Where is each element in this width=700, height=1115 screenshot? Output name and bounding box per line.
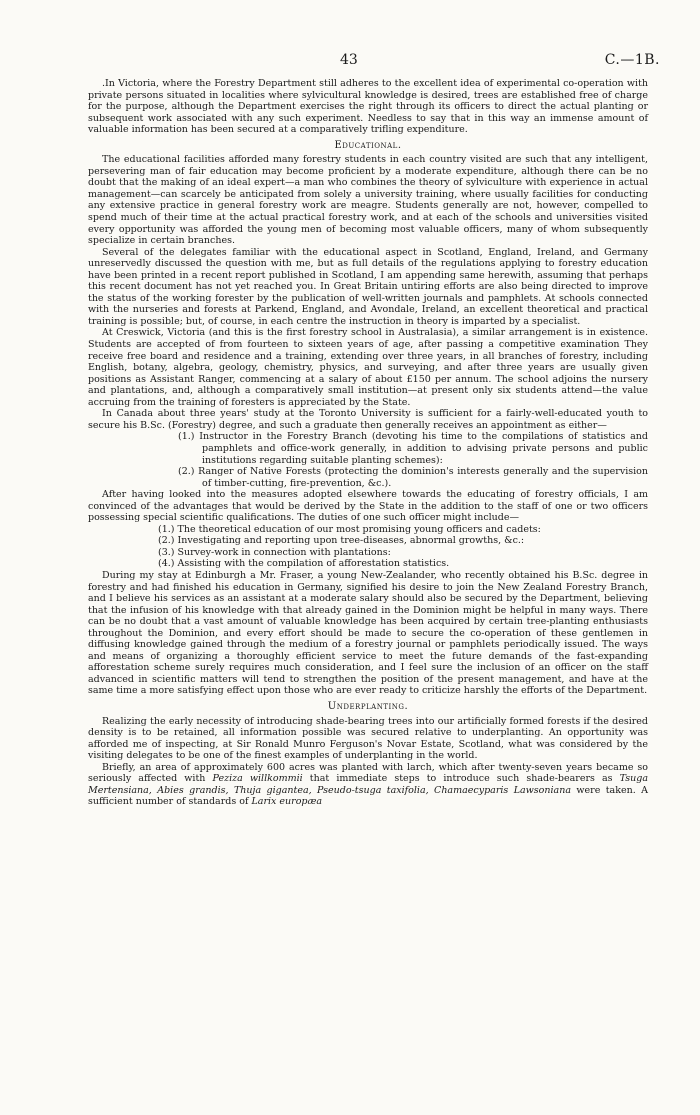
educational-paragraph-2: Several of the delegates familiar with the educational aspect in Scotland, England, Ireland, and Germany unreservedly discussed the question with me, but as full details of the regulations applying to forestry education have been printed in a recent report published in Scotland, I am appending same herewith, assuming that perhaps this recent document has not yet reached you. In Great Britain untiring efforts are also being directed to improve the status of the working forester by the publication of well-written journals and pamphlets. At schools connected with the nurseries and forests at Parkend, England, and Avondale, Ireland, an excellent theoretical and practical training is possible; but, of course, in each centre the instruction in theory is imparted by a specialist. (88, 246, 648, 327)
text-run: that immediate steps to introduce such shade-bearers as (302, 773, 620, 785)
intro-paragraph: .In Victoria, where the Forestry Department still adheres to the excellent idea of experimental co-operation with private persons situated in localities where sylvicultural knowledge is desired, trees are established free of charge for the purpose, although the Department exercises the right through its officers to direct the actual planting or subsequent work associated with any such experiment. Needless to say that in this way an immense amount of valuable information has been secured at a comparatively trifling expenditure. (88, 78, 648, 136)
appointment-item-2: (2.) Ranger of Native Forests (protecting the dominion's interests generally and the supervision of timber-cutting, fire-prevention, &c.). (178, 466, 648, 489)
educational-paragraph-4: In Canada about three years' study at the Toronto University is sufficient for a fairly-well-educated youth to secure his B.Sc. (Forestry) degree, and such a graduate then generally receives an appointment as either— (88, 408, 648, 431)
document-reference: C.—1B. (604, 52, 660, 68)
text-run: were taken. A sufficient number of standards of (88, 784, 648, 808)
underplanting-paragraph-1: Realizing the early necessity of introducing shade-bearing trees into our artificially formed forests if the desired density is to be retained, all information possible was secured relative to underplanting. An opportunity was afforded me of inspecting, at Sir Ronald Munro Ferguson's Novar Estate, Scotland, what was considered by the visiting delegates to be one of the finest examples of underplanting in the world. (88, 715, 648, 762)
appointment-item-1: (1.) Instructor in the Forestry Branch (devoting his time to the compilations of statistics and pamphlets and office-work generally, in addition to advising private persons and public institutions regarding suitable planting schemes): (178, 431, 648, 466)
educational-paragraph-5: After having looked into the measures adopted elsewhere towards the educating of forestry officials, I am convinced of the advantages that would be derived by the State in the addition to the staff of one or two officers possessing special scientific qualifications. The duties of one such officer might include— (88, 489, 648, 524)
species-list: Tsuga Mertensiana, Abies grandis, Thuja gigantea, Pseudo-tsuga taxifolia, Chamaecyparis Lawsoniana (88, 773, 648, 796)
species-name: Larix europæa (251, 796, 323, 808)
species-name: Peziza willkommii (212, 773, 303, 785)
duty-item-2: (2.) Investigating and reporting upon tree-diseases, abnormal growths, &c.: (158, 535, 525, 547)
page-body (88, 78, 648, 808)
educational-paragraph-1: The educational facilities afforded many forestry students in each country visited are such that any intelligent, persevering man of fair education may become proficient by a moderate expenditure, although there can be no doubt that the making of an ideal expert—a man who combines the theory of sylviculture with experience in actual management—can scarcely be anticipated from solely a university training, where usually facilities for conducting any extensive practice in general forestry work are meagre. Students generally are not, however, compelled to spend much of their time at the actual practical forestry work, and at each of the schools and universities visited every opportunity was afforded the young men of becoming most valuable officers, many of whom subsequently specialize in certain branches. (88, 154, 648, 247)
text-run: Briefly, an area of approximately 600 acres was planted with larch, which after twenty-seven years became so seriously affected with (88, 761, 648, 785)
section-heading-educational: Educational. (334, 139, 402, 151)
page-number: 43 (340, 52, 358, 68)
duty-item-3: (3.) Survey-work in connection with plantations: (158, 546, 391, 558)
educational-paragraph-3: At Creswick, Victoria (and this is the first forestry school in Australasia), a similar arrangement is in existence. Students are accepted of from fourteen to sixteen years of age, after passing a competitive examination They receive free board and residence and a training, extending over three years, in all branches of forestry, including English, botany, algebra, geology, chemistry, physics, and surveying, and after three years are usually given positions as Assistant Ranger, commencing at a salary of about £150 per annum. The school adjoins the nursery and plantations, and, although a comparatively small institution—at present only six students attend—the value accruing from the training of foresters is appreciated by the State. (88, 327, 648, 408)
section-heading-underplanting: Underplanting. (327, 700, 409, 712)
educational-paragraph-6: During my stay at Edinburgh a Mr. Fraser, a young New-Zealander, who recently obtained his B.Sc. degree in forestry and had finished his education in Germany, signified his desire to join the New Zealand Forestry Branch, and I believe his services as an assistant at a moderate salary should also be secured by the Department, believing that the infusion of his knowledge with that already gained in the Dominion might be helpful in many ways. There can be no doubt that a vast amount of valuable knowledge has been acquired by certain tree-planting enthusiasts throughout the Dominion, and every effort should be made to secure the co-operation of these gentlemen in diffusing knowledge gained through the medium of a forestry journal or pamphlets periodically issued. The ways and means of organizing a thoroughly efficient service to meet the future demands of the fast-expanding afforestation scheme surely requires much consideration, and I feel sure the inclusion of an officer on the staff advanced in scientific matters will tend to strengthen the position of the present management, and have at the same time a more satisfying effect upon those who are ever ready to criticize harshly the efforts of the Department. (88, 569, 648, 697)
page-header (0, 52, 700, 74)
duty-item-1: (1.) The theoretical education of our most promising young officers and cadets: (158, 523, 541, 535)
underplanting-paragraph-2 (88, 762, 648, 808)
duty-item-4: (4.) Assisting with the compilation of afforestation statistics. (158, 558, 450, 570)
